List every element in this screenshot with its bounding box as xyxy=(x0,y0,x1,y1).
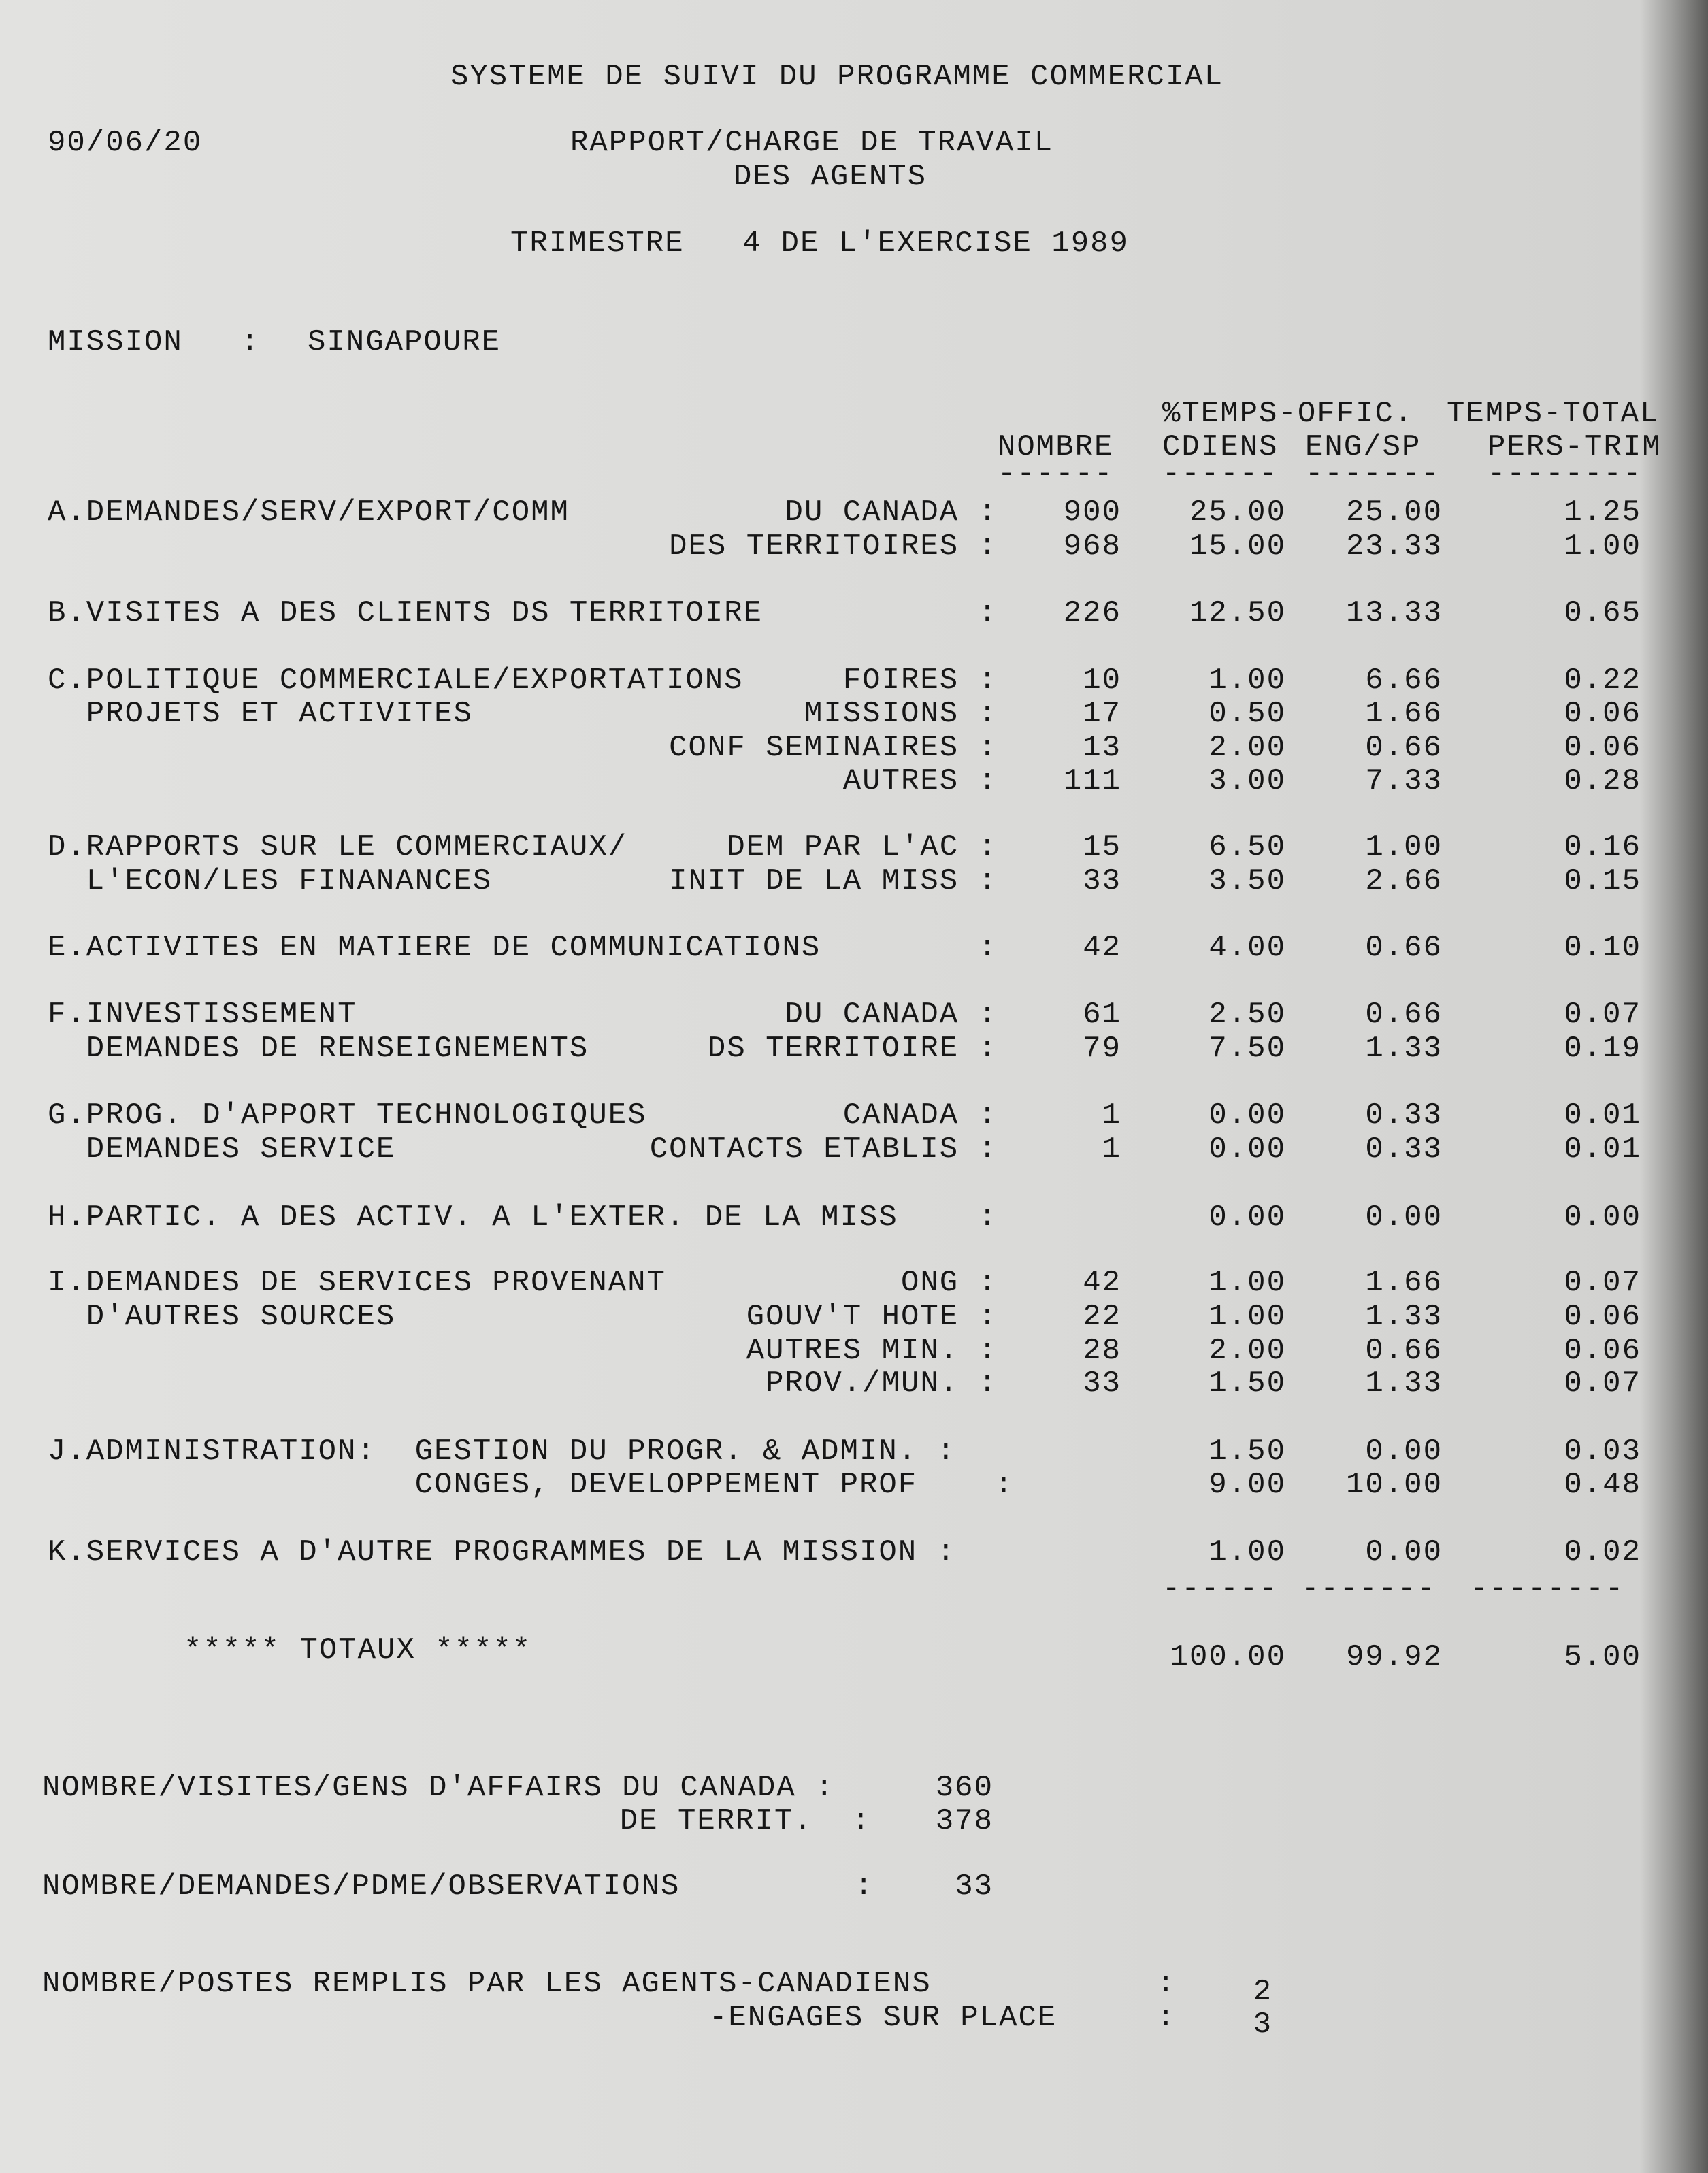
row-cdiens: 1.50 xyxy=(1209,1435,1286,1469)
row-nombre: 226 xyxy=(1063,596,1121,630)
totals-label: ***** TOTAUX ***** xyxy=(184,1633,532,1667)
row-nombre: 1 xyxy=(1102,1132,1121,1166)
row-perstrim: 1.25 xyxy=(1564,495,1641,529)
row-engsp: 13.33 xyxy=(1345,596,1443,630)
row-engsp: 1.33 xyxy=(1365,1032,1443,1066)
row-perstrim: 0.03 xyxy=(1564,1435,1641,1469)
row-perstrim: 0.00 xyxy=(1564,1200,1641,1235)
row-nombre: 900 xyxy=(1063,495,1121,529)
postes-canadiens-value: 2 xyxy=(1253,1975,1272,2009)
row-cdiens: 15.00 xyxy=(1189,529,1286,563)
row-engsp: 0.66 xyxy=(1365,1334,1443,1368)
row-perstrim: 0.01 xyxy=(1564,1098,1641,1132)
row-perstrim: 0.07 xyxy=(1564,1367,1641,1401)
row-label: C.POLITIQUE COMMERCIALE/EXPORTATIONS xyxy=(48,664,744,698)
row-nombre: 968 xyxy=(1063,529,1121,563)
row-cdiens: 1.00 xyxy=(1209,1266,1286,1300)
row-label: E.ACTIVITES EN MATIERE DE COMMUNICATIONS xyxy=(48,931,821,965)
pdme-colon: : xyxy=(855,1869,874,1904)
row-perstrim: 0.28 xyxy=(1564,764,1641,798)
row-sublabel: CANADA : xyxy=(842,1098,998,1132)
row-label: DEMANDES SERVICE xyxy=(48,1132,396,1166)
row-label: L'ECON/LES FINANANCES xyxy=(48,864,493,898)
row-engsp: 1.33 xyxy=(1365,1300,1443,1334)
row-sublabel: INIT DE LA MISS : xyxy=(669,864,998,898)
row-sublabel: DES TERRITOIRES : xyxy=(669,529,998,563)
row-cdiens: 3.50 xyxy=(1209,864,1286,898)
row-perstrim: 0.48 xyxy=(1564,1468,1641,1502)
column-underline-cdiens: ------ xyxy=(1162,457,1279,491)
row-sublabel: DEM PAR L'AC : xyxy=(727,830,998,864)
row-sublabel: AUTRES : xyxy=(842,764,998,798)
row-label: F.INVESTISSEMENT xyxy=(48,998,357,1032)
row-perstrim: 0.01 xyxy=(1564,1132,1641,1166)
column-perstrim: PERS-TRIM xyxy=(1488,430,1662,464)
visits-canada-label: NOMBRE/VISITES/GENS D'AFFAIRS DU CANADA : xyxy=(42,1771,835,1805)
row-engsp: 1.66 xyxy=(1365,1266,1443,1300)
row-cdiens: 2.00 xyxy=(1209,1334,1286,1368)
row-perstrim: 0.06 xyxy=(1564,697,1641,731)
row-engsp: 0.33 xyxy=(1365,1132,1443,1166)
row-perstrim: 0.10 xyxy=(1564,931,1641,965)
totals-perstrim: 5.00 xyxy=(1564,1640,1641,1674)
pdme-value: 33 xyxy=(955,1869,993,1904)
row-nombre: 10 xyxy=(1083,664,1121,698)
report-title-line2: DES AGENTS xyxy=(734,160,927,194)
mission-value: SINGAPOURE xyxy=(308,325,502,359)
row-engsp: 0.33 xyxy=(1365,1098,1443,1132)
row-sublabel: DS TERRITOIRE : xyxy=(707,1032,998,1066)
visits-territ-label: DE TERRIT. : xyxy=(619,1804,871,1838)
row-engsp: 0.00 xyxy=(1365,1535,1443,1569)
row-sublabel: GOUV'T HOTE : xyxy=(746,1300,998,1334)
row-perstrim: 1.00 xyxy=(1564,529,1641,563)
row-cdiens: 4.00 xyxy=(1209,931,1286,965)
row-cdiens: 2.00 xyxy=(1209,731,1286,765)
row-engsp: 2.66 xyxy=(1365,864,1443,898)
column-nombre: NOMBRE xyxy=(998,430,1114,464)
row-perstrim: 0.06 xyxy=(1564,731,1641,765)
row-label: J.ADMINISTRATION: GESTION DU PROGR. & ADMIN. : xyxy=(48,1435,957,1469)
row-cdiens: 0.50 xyxy=(1209,697,1286,731)
row-label: H.PARTIC. A DES ACTIV. A L'EXTER. DE LA MISS xyxy=(48,1200,898,1235)
row-label: D.RAPPORTS SUR LE COMMERCIAUX/ xyxy=(48,830,628,864)
row-cdiens: 2.50 xyxy=(1209,998,1286,1032)
column-underline-engsp: ------- xyxy=(1305,457,1441,491)
row-nombre: 111 xyxy=(1063,764,1121,798)
row-cdiens: 12.50 xyxy=(1189,596,1286,630)
row-cdiens: 6.50 xyxy=(1209,830,1286,864)
row-perstrim: 0.15 xyxy=(1564,864,1641,898)
row-perstrim: 0.65 xyxy=(1564,596,1641,630)
totals-dash-cdiens: ------ xyxy=(1162,1572,1279,1606)
row-label: PROJETS ET ACTIVITES xyxy=(48,697,473,731)
row-sublabel: DU CANADA : xyxy=(785,495,998,529)
row-cdiens: 9.00 xyxy=(1209,1468,1286,1502)
row-engsp: 0.66 xyxy=(1365,731,1443,765)
row-engsp: 0.00 xyxy=(1365,1435,1443,1469)
system-title: SYSTEME DE SUIVI DU PROGRAMME COMMERCIAL xyxy=(450,60,1224,94)
row-nombre: 17 xyxy=(1083,697,1121,731)
row-sublabel: MISSIONS : xyxy=(804,697,998,731)
column-underline-perstrim: -------- xyxy=(1488,457,1643,491)
row-sublabel: CONF SEMINAIRES : xyxy=(669,731,998,765)
row-label: CONGES, DEVELOPPEMENT PROF : xyxy=(48,1468,1015,1502)
row-nombre: 15 xyxy=(1083,830,1121,864)
row-sublabel: CONTACTS ETABLIS : xyxy=(649,1132,998,1166)
row-cdiens: 1.50 xyxy=(1209,1367,1286,1401)
row-label: A.DEMANDES/SERV/EXPORT/COMM xyxy=(48,495,570,529)
row-sublabel: : xyxy=(978,931,998,965)
row-label: DEMANDES DE RENSEIGNEMENTS xyxy=(48,1032,589,1066)
row-sublabel: ONG : xyxy=(900,1266,998,1300)
postes-engages-label: -ENGAGES SUR PLACE xyxy=(709,2001,1057,2035)
row-perstrim: 0.22 xyxy=(1564,664,1641,698)
row-engsp: 1.66 xyxy=(1365,697,1443,731)
row-nombre: 28 xyxy=(1083,1334,1121,1368)
row-engsp: 7.33 xyxy=(1365,764,1443,798)
row-engsp: 1.33 xyxy=(1365,1367,1443,1401)
row-engsp: 10.00 xyxy=(1345,1468,1443,1502)
column-engsp: ENG/SP xyxy=(1305,430,1422,464)
row-nombre: 61 xyxy=(1083,998,1121,1032)
row-cdiens: 1.00 xyxy=(1209,1300,1286,1334)
row-engsp: 25.00 xyxy=(1345,495,1443,529)
postes-engages-value: 3 xyxy=(1253,2008,1272,2042)
row-engsp: 6.66 xyxy=(1365,664,1443,698)
row-cdiens: 3.00 xyxy=(1209,764,1286,798)
postes-engages-colon: : xyxy=(1157,2001,1177,2035)
row-perstrim: 0.06 xyxy=(1564,1300,1641,1334)
row-cdiens: 1.00 xyxy=(1209,1535,1286,1569)
row-engsp: 0.00 xyxy=(1365,1200,1443,1235)
row-label: B.VISITES A DES CLIENTS DS TERRITOIRE xyxy=(48,596,763,630)
row-cdiens: 0.00 xyxy=(1209,1132,1286,1166)
totals-dash-engsp: ------- xyxy=(1301,1572,1436,1606)
row-perstrim: 0.06 xyxy=(1564,1334,1641,1368)
visits-territ-value: 378 xyxy=(935,1804,993,1838)
row-engsp: 23.33 xyxy=(1345,529,1443,563)
row-cdiens: 7.50 xyxy=(1209,1032,1286,1066)
column-head-pct: %TEMPS-OFFIC. xyxy=(1162,397,1414,431)
row-sublabel: DU CANADA : xyxy=(785,998,998,1032)
totals-engsp: 99.92 xyxy=(1345,1640,1443,1674)
row-nombre: 42 xyxy=(1083,931,1121,965)
row-nombre: 42 xyxy=(1083,1266,1121,1300)
row-engsp: 0.66 xyxy=(1365,931,1443,965)
row-perstrim: 0.07 xyxy=(1564,1266,1641,1300)
row-perstrim: 0.16 xyxy=(1564,830,1641,864)
column-cdiens: CDIENS xyxy=(1162,430,1279,464)
row-label: D'AUTRES SOURCES xyxy=(48,1300,396,1334)
row-perstrim: 0.07 xyxy=(1564,998,1641,1032)
totals-cdiens: 100.00 xyxy=(1170,1640,1286,1674)
row-nombre: 33 xyxy=(1083,864,1121,898)
postes-canadiens-label: NOMBRE/POSTES REMPLIS PAR LES AGENTS-CANADIENS xyxy=(42,1967,932,2001)
row-sublabel: : xyxy=(978,596,998,630)
row-nombre: 79 xyxy=(1083,1032,1121,1066)
row-nombre: 22 xyxy=(1083,1300,1121,1334)
report-date: 90/06/20 xyxy=(48,126,203,160)
row-cdiens: 0.00 xyxy=(1209,1200,1286,1235)
row-nombre: 33 xyxy=(1083,1367,1121,1401)
mission-label: MISSION : xyxy=(48,325,261,359)
column-head-total: TEMPS-TOTAL xyxy=(1447,397,1660,431)
row-sublabel: AUTRES MIN. : xyxy=(746,1334,998,1368)
row-sublabel: PROV./MUN. : xyxy=(766,1367,998,1401)
row-label: I.DEMANDES DE SERVICES PROVENANT xyxy=(48,1266,666,1300)
row-nombre: 1 xyxy=(1102,1098,1121,1132)
row-sublabel: FOIRES : xyxy=(842,664,998,698)
column-underline-nombre: ------ xyxy=(998,457,1114,491)
row-engsp: 1.00 xyxy=(1365,830,1443,864)
quarter-line: TRIMESTRE 4 DE L'EXERCISE 1989 xyxy=(510,227,1129,261)
visits-canada-value: 360 xyxy=(935,1771,993,1805)
pdme-label: NOMBRE/DEMANDES/PDME/OBSERVATIONS xyxy=(42,1869,680,1904)
totals-dash-perstrim: -------- xyxy=(1470,1572,1625,1606)
row-cdiens: 0.00 xyxy=(1209,1098,1286,1132)
row-label: G.PROG. D'APPORT TECHNOLOGIQUES xyxy=(48,1098,647,1132)
row-cdiens: 25.00 xyxy=(1189,495,1286,529)
postes-canadiens-colon: : xyxy=(1157,1967,1177,2001)
report-title-line1: RAPPORT/CHARGE DE TRAVAIL xyxy=(570,126,1054,160)
row-perstrim: 0.19 xyxy=(1564,1032,1641,1066)
row-cdiens: 1.00 xyxy=(1209,664,1286,698)
row-sublabel: : xyxy=(978,1200,998,1235)
row-engsp: 0.66 xyxy=(1365,998,1443,1032)
row-nombre: 13 xyxy=(1083,731,1121,765)
row-label: K.SERVICES A D'AUTRE PROGRAMMES DE LA MISSION : xyxy=(48,1535,957,1569)
row-perstrim: 0.02 xyxy=(1564,1535,1641,1569)
